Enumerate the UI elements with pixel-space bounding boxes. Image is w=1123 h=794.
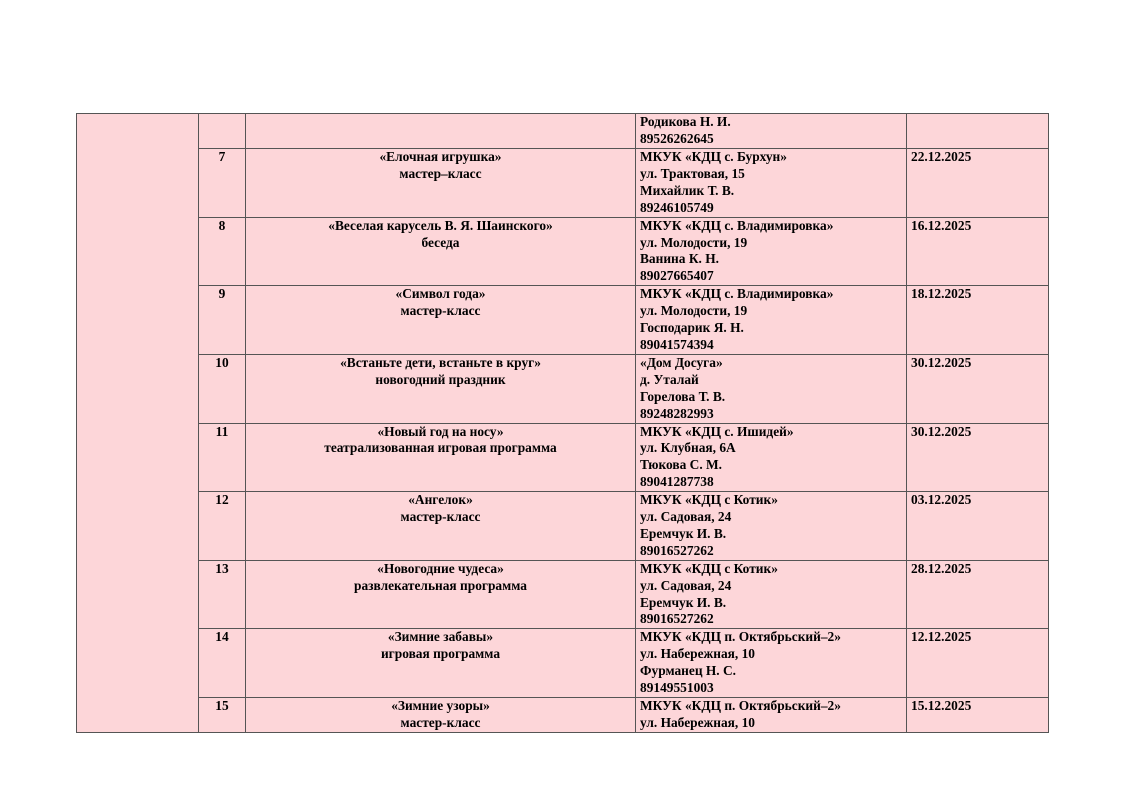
- location-venue: МКУК «КДЦ с Котик»: [640, 492, 778, 508]
- location-cell: [636, 629, 907, 698]
- location-address: ул. Садовая, 24: [640, 577, 732, 593]
- title-cell: [246, 423, 636, 492]
- event-title: «Новогодние чудеса»: [377, 560, 504, 576]
- event-date: 30.12.2025: [907, 354, 1049, 423]
- location-contact: Господарик Я. Н.: [640, 320, 744, 336]
- location-contact: Горелова Т. В.: [640, 388, 726, 404]
- location-address: д. Уталай: [640, 371, 699, 387]
- location-contact: Михайлик Т. В.: [640, 182, 735, 198]
- location-phone: 89041574394: [640, 336, 714, 352]
- title-cell: [246, 492, 636, 561]
- title-cell: [246, 354, 636, 423]
- event-date: 03.12.2025: [907, 492, 1049, 561]
- location-venue: МКУК «КДЦ с. Бурхун»: [640, 149, 787, 164]
- location-venue: МКУК «КДЦ п. Октябрьский–2»: [640, 629, 841, 645]
- row-number: 12: [199, 492, 246, 561]
- location-venue: МКУК «КДЦ с. Ишидей»: [640, 423, 794, 439]
- location-address: ул. Садовая, 24: [640, 509, 732, 525]
- table-row: [77, 149, 1049, 218]
- event-format: новогодний праздник: [375, 371, 506, 387]
- location-venue: МКУК «КДЦ п. Октябрьский–2»: [640, 698, 841, 713]
- location-address: ул. Клубная, 6А: [640, 440, 736, 456]
- title-cell: [246, 217, 636, 286]
- location-cell: [636, 217, 907, 286]
- event-format: театрализованная игровая программа: [324, 440, 557, 456]
- location-phone: 89041287738: [640, 474, 714, 490]
- location-cell: [636, 149, 907, 218]
- location-cell: [636, 354, 907, 423]
- event-format: мастер-класс: [400, 714, 481, 730]
- location-phone: 89248282993: [640, 405, 714, 421]
- event-date: 16.12.2025: [907, 217, 1049, 286]
- location-cell: [636, 560, 907, 629]
- event-format: развлекательная программа: [354, 577, 527, 593]
- location-contact: Ванина К. Н.: [640, 251, 719, 267]
- table-row: [77, 423, 1049, 492]
- row-number: 13: [199, 560, 246, 629]
- location-cell: [636, 114, 907, 149]
- table-row: [77, 560, 1049, 629]
- location-cell: [636, 286, 907, 355]
- title-cell: [246, 286, 636, 355]
- location-contact: Еремчук И. В.: [640, 594, 727, 610]
- location-address: ул. Набережная, 10: [640, 714, 755, 730]
- row-number: 15: [199, 698, 246, 733]
- location-contact: Родикова Н. И.: [640, 114, 731, 129]
- events-table-body: [77, 114, 1049, 733]
- event-title: «Ангелок»: [408, 492, 473, 508]
- location-venue: МКУК «КДЦ с. Владимировка»: [640, 217, 834, 233]
- event-format: мастер-класс: [400, 509, 481, 525]
- location-address: ул. Трактовая, 15: [640, 165, 745, 181]
- row-number: 8: [199, 217, 246, 286]
- title-cell: [246, 698, 636, 733]
- title-cell: [246, 149, 636, 218]
- event-title: «Веселая карусель В. Я. Шаинского»: [328, 217, 553, 233]
- row-number: 14: [199, 629, 246, 698]
- event-title: «Зимние узоры»: [391, 698, 490, 713]
- location-phone: 89027665407: [640, 268, 714, 284]
- table-row: [77, 492, 1049, 561]
- table-row: [77, 354, 1049, 423]
- event-format: мастер–класс: [399, 165, 482, 181]
- row-number: 7: [199, 149, 246, 218]
- table-row: [77, 286, 1049, 355]
- location-cell: [636, 492, 907, 561]
- num-cell: [199, 114, 246, 149]
- location-cell: [636, 423, 907, 492]
- event-date: 22.12.2025: [907, 149, 1049, 218]
- row-number: 10: [199, 354, 246, 423]
- event-date: 28.12.2025: [907, 560, 1049, 629]
- event-title: «Елочная игрушка»: [379, 149, 502, 164]
- event-date: 18.12.2025: [907, 286, 1049, 355]
- location-phone: 89526262645: [640, 130, 714, 146]
- table-row: [77, 698, 1049, 733]
- event-date: 12.12.2025: [907, 629, 1049, 698]
- event-title: «Встаньте дети, встаньте в круг»: [340, 354, 541, 370]
- location-phone: 89016527262: [640, 542, 714, 558]
- location-contact: Фурманец Н. С.: [640, 663, 737, 679]
- date-cell: [907, 114, 1049, 149]
- location-phone: 89246105749: [640, 199, 714, 215]
- title-cell: [246, 114, 636, 149]
- event-date: 30.12.2025: [907, 423, 1049, 492]
- row-number: 11: [199, 423, 246, 492]
- location-cell: [636, 698, 907, 733]
- location-venue: МКУК «КДЦ с. Владимировка»: [640, 286, 834, 302]
- event-title: «Символ года»: [395, 286, 486, 302]
- table-row: [77, 629, 1049, 698]
- event-format: игровая программа: [380, 646, 501, 662]
- title-cell: [246, 560, 636, 629]
- location-venue: «Дом Досуга»: [640, 354, 723, 370]
- row-number: 9: [199, 286, 246, 355]
- location-contact: Еремчук И. В.: [640, 525, 727, 541]
- location-phone: 89149551003: [640, 680, 714, 696]
- event-title: «Новый год на носу»: [377, 423, 504, 439]
- event-date: 15.12.2025: [907, 698, 1049, 733]
- location-phone: 89016527262: [640, 611, 714, 627]
- side-cell: [77, 114, 199, 733]
- title-cell: [246, 629, 636, 698]
- table-row: [77, 217, 1049, 286]
- table-row-continued: [77, 114, 1049, 149]
- event-format: мастер-класс: [400, 303, 481, 319]
- events-table: [76, 113, 1049, 733]
- event-format: беседа: [421, 234, 460, 250]
- location-contact: Тюкова С. М.: [640, 457, 723, 473]
- location-venue: МКУК «КДЦ с Котик»: [640, 560, 778, 576]
- event-title: «Зимние забавы»: [387, 629, 494, 645]
- location-address: ул. Набережная, 10: [640, 646, 755, 662]
- location-address: ул. Молодости, 19: [640, 234, 748, 250]
- location-address: ул. Молодости, 19: [640, 303, 748, 319]
